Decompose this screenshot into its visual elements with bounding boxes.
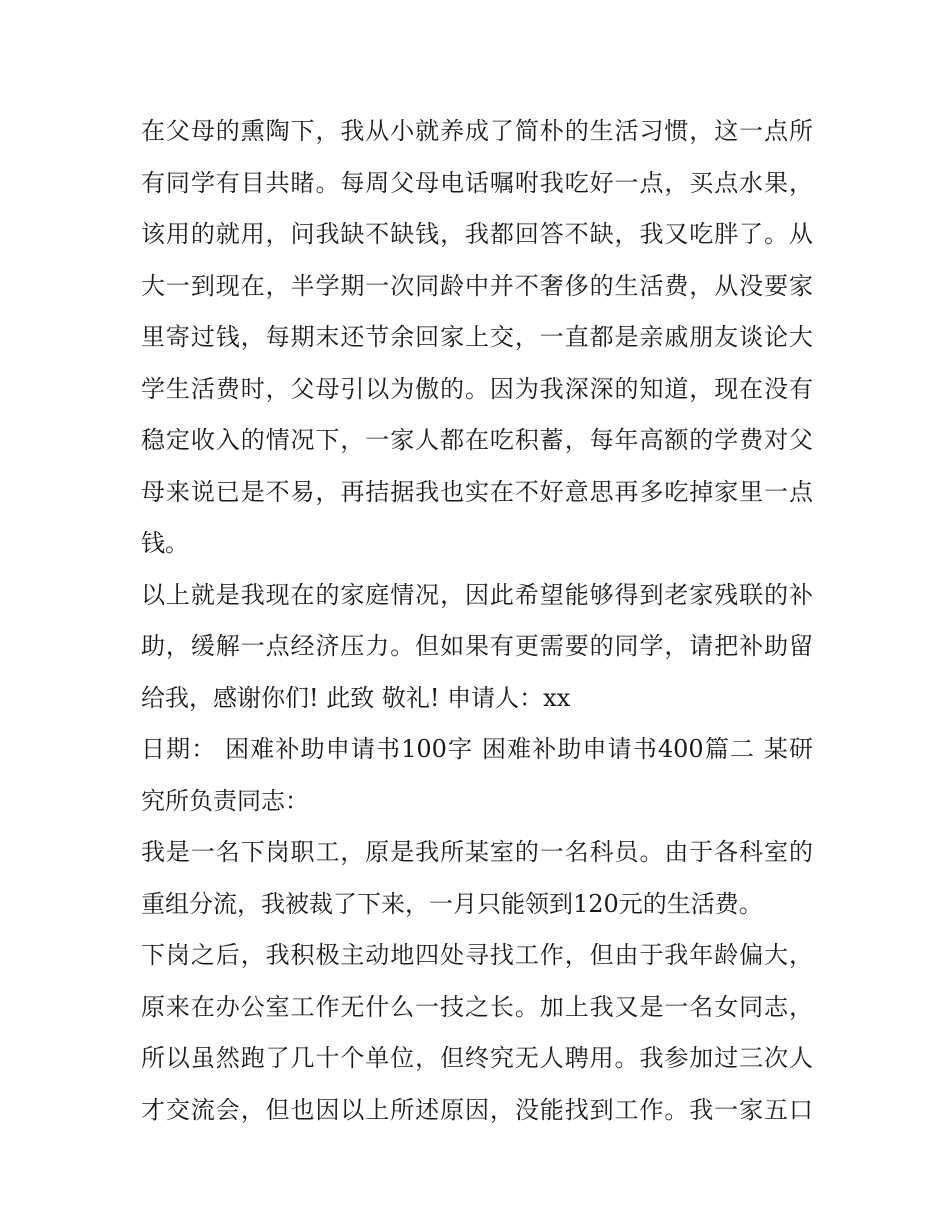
text-line: 日期： 困难补助申请书100字 困难补助申请书400篇二 某研 [141, 735, 813, 763]
text-line: 该用的就用，问我缺不缺钱，我都回答不缺，我又吃胖了。从 [141, 220, 813, 248]
text-line: 我是一名下岗职工，原是我所某室的一名科员。由于各科室的 [141, 838, 813, 866]
document-body [141, 106, 813, 1136]
text-line: 里寄过钱，每期末还节余回家上交，一直都是亲戚朋友谈论大 [141, 323, 813, 351]
text-line: 所以虽然跑了几十个单位，但终究无人聘用。我参加过三次人 [141, 1044, 813, 1072]
text-line: 学生活费时，父母引以为傲的。因为我深深的知道，现在没有 [141, 374, 813, 403]
text-line: 究所负责同志： [141, 786, 309, 815]
text-line: 大一到现在，半学期一次同龄中并不奢侈的生活费，从没要家 [141, 271, 813, 300]
text-line: 母来说已是不易，再拮据我也实在不好意思再多吃掉家里一点 [141, 477, 813, 506]
text-line: 在父母的熏陶下，我从小就养成了简朴的生活习惯，这一点所 [141, 117, 813, 145]
text-line: 才交流会，但也因以上所述原因，没能找到工作。我一家五口 [141, 1095, 813, 1124]
text-line: 有同学有目共睹。每周父母电话嘱咐我吃好一点，买点水果， [141, 168, 813, 197]
text-line: 重组分流，我被裁了下来，一月只能领到120元的生活费。 [141, 889, 763, 918]
text-line: 原来在办公室工作无什么一技之长。加上我又是一名女同志， [141, 992, 813, 1021]
text-line: 助，缓解一点经济压力。但如果有更需要的同学，请把补助留 [141, 632, 813, 660]
text-line: 下岗之后，我积极主动地四处寻找工作，但由于我年龄偏大， [141, 941, 813, 969]
text-line: 钱。 [141, 529, 189, 557]
text-line: 给我，感谢你们! 此致 敬礼! 申请人：xx [141, 683, 571, 712]
text-line: 稳定收入的情况下，一家人都在吃积蓄，每年高额的学费对父 [141, 426, 813, 454]
text-line: 以上就是我现在的家庭情况，因此希望能够得到老家残联的补 [141, 580, 813, 609]
